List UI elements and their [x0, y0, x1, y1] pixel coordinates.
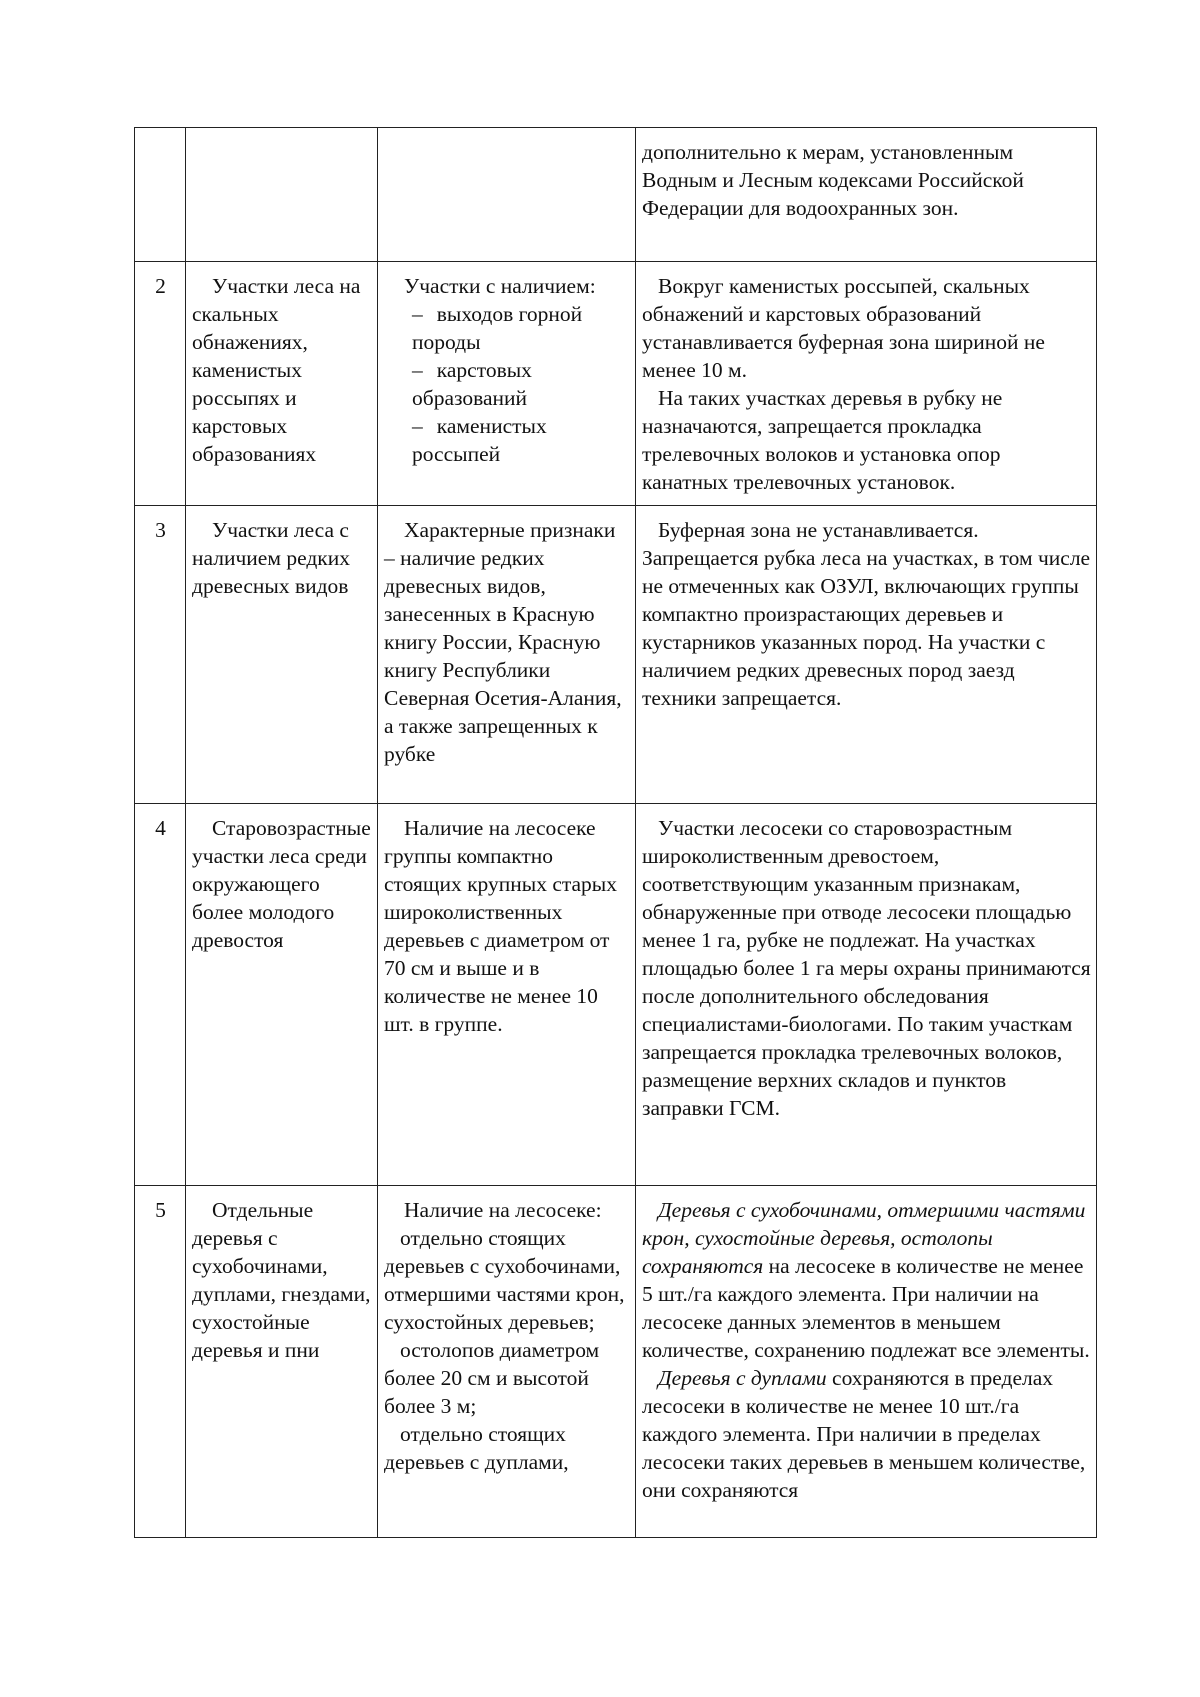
table-row	[135, 506, 1097, 804]
criteria-intro: Участки с наличием:	[404, 274, 596, 298]
table-row	[135, 262, 1097, 506]
row-number: 4	[135, 804, 186, 1186]
forest-protection-table	[134, 127, 1097, 1538]
measures-cell	[636, 262, 1097, 506]
object-text: Участки леса на скальных обнажениях, каменистых россыпях и карстовых образованиях	[192, 274, 361, 466]
row-number: 5	[135, 1186, 186, 1538]
table-row	[135, 128, 1097, 262]
measures-cell	[636, 128, 1097, 262]
measures-text: На таких участках деревья в рубку не назначаются, запрещается прокладка трелевочных волоков и установка опор канатных трелевочных установок.	[642, 386, 1003, 494]
object-cell	[186, 1186, 378, 1538]
measures-cell	[636, 506, 1097, 804]
object-cell	[186, 262, 378, 506]
criteria-text: отдельно стоящих деревьев с дуплами,	[384, 1422, 569, 1474]
measures-text: Деревья с дуплами сохраняются в пределах лесосеки в количестве не менее 10 шт./га каждого элемента. При наличии в пределах лесосеки таких деревьев в меньшем количестве, они сохраняются	[642, 1366, 1086, 1502]
criteria-cell	[378, 128, 636, 262]
italic-phrase: Деревья с сухобочинами, отмершими частями крон, сухостойные деревья, остолопы сохраняются	[642, 1198, 1086, 1278]
row-number	[135, 128, 186, 262]
measures-text: Участки лесосеки со старовозрастным широколиственным древостоем, соответствующим указанным признакам, обнаруженные при отводе лесосеки площадью менее 1 га, рубке не подлежат. На участках площадью более 1 га меры охраны принимаются после дополнительного обследования специалистами-биологами. По таким участкам запрещается прокладка трелевочных волоков, размещение верхних складов и пунктов заправки ГСМ.	[642, 816, 1091, 1120]
measures-cell	[636, 804, 1097, 1186]
measures-text: Буферная зона не устанавливается. Запрещается рубка леса на участках, в том числе не отмеченных как ОЗУЛ, включающих группы компактно произрастающих деревьев и кустарников указанных пород. На участки с наличием редких древесных пород заезд техники запрещается.	[642, 518, 1091, 710]
table-row	[135, 1186, 1097, 1538]
criteria-text: Наличие на лесосеке группы компактно стоящих крупных старых широколиственных деревьев с диаметром от 70 см и выше и в количестве не менее 10 шт. в группе.	[384, 816, 618, 1036]
object-text: Участки леса с наличием редких древесных видов	[192, 518, 350, 598]
criteria-list-item: – выходов горной породы	[412, 302, 583, 354]
criteria-text: остолопов диаметром более 20 см и высотой более 3 м;	[384, 1338, 600, 1418]
criteria-cell	[378, 262, 636, 506]
object-cell	[186, 506, 378, 804]
criteria-intro: Наличие на лесосеке:	[404, 1198, 602, 1222]
measures-text: Вокруг каменистых россыпей, скальных обнажений и карстовых образований устанавливается буферная зона шириной не менее 10 м.	[642, 274, 1045, 382]
criteria-cell	[378, 804, 636, 1186]
row-number: 2	[135, 262, 186, 506]
criteria-text: Характерные признаки – наличие редких древесных видов, занесенных в Красную книгу России, Красную книгу Республики Северная Осетия-Алания, а также запрещенных к рубке	[384, 518, 622, 766]
measures-text: дополнительно к мерам, установленным Водным и Лесным кодексами Российской Федерации для водоохранных зон.	[642, 140, 1024, 220]
object-cell	[186, 804, 378, 1186]
criteria-list-item: – каменистых россыпей	[412, 414, 547, 466]
criteria-cell	[378, 1186, 636, 1538]
row-number: 3	[135, 506, 186, 804]
object-text: Отдельные деревья с сухобочинами, дуплами, гнездами, сухостойные деревья и пни	[192, 1198, 371, 1362]
table-row	[135, 804, 1097, 1186]
measures-text: Деревья с сухобочинами, отмершими частями крон, сухостойные деревья, остолопы сохраняются на лесосеке в количестве не менее 5 шт./га каждого элемента. При наличии на лесосеке данных элементов в меньшем количестве, сохранению подлежат все элементы.	[642, 1198, 1090, 1362]
italic-phrase: Деревья с дуплами	[658, 1366, 827, 1390]
criteria-text: отдельно стоящих деревьев с сухобочинами, отмершими частями крон, сухостойных деревьев;	[384, 1226, 625, 1334]
measures-cell	[636, 1186, 1097, 1538]
criteria-list-item: – карстовых образований	[412, 358, 532, 410]
criteria-cell	[378, 506, 636, 804]
object-text: Старовозрастные участки леса среди окружающего более молодого древостоя	[192, 816, 371, 952]
object-cell	[186, 128, 378, 262]
